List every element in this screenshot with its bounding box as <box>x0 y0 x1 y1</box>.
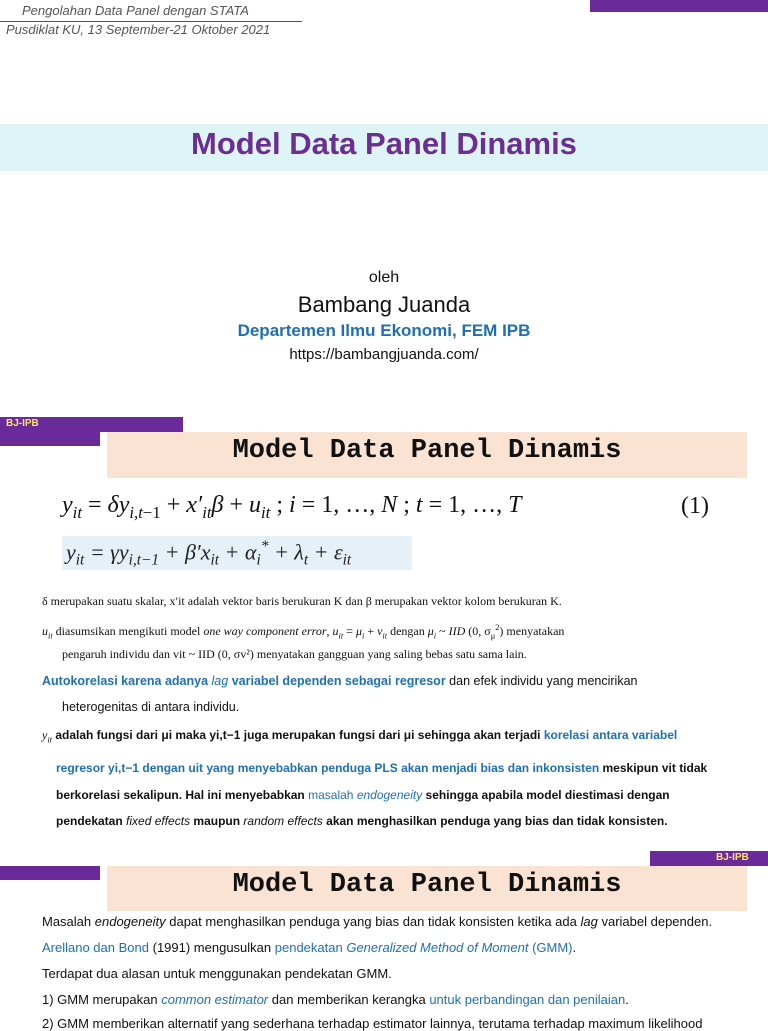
text-span: variabel dependen. <box>601 914 713 929</box>
text-span: endogeneity <box>94 914 166 929</box>
text-span: lag <box>211 674 229 688</box>
text-span: meskipun vit tidak <box>602 761 708 775</box>
text-span: endogeneity <box>356 788 423 802</box>
text-span: diasumsikan mengikuti model <box>55 624 201 638</box>
equation-number: (1) <box>681 493 709 519</box>
text-span: fixed effects <box>126 814 191 828</box>
slide2-title: Model Data Panel Dinamis <box>232 436 622 466</box>
paragraph-delta: δ merupakan suatu skalar, x′it adalah vektor baris berukuran K dan β merupakan vektor kolom berukuran K. <box>42 594 562 608</box>
text-span: dan memberikan kerangka <box>271 992 426 1007</box>
paragraph-autocorrelation <box>42 668 637 694</box>
text-span: berkorelasi sekalipun. Hal ini menyebabkan <box>56 788 305 802</box>
text-span: lag <box>580 914 598 929</box>
slide3-line-reason-1: 1) GMM merupakan common estimator dan memberikan kerangka untuk perbandingan dan penilaian. <box>42 992 629 1007</box>
paragraph-y-function: $y_{it}$ adalah fungsi dari μi maka yi,t−1 juga merupakan fungsi dari μi sehingga akan terjadi korelasi antara variabel <box>42 728 678 745</box>
text-span: random effects <box>243 814 323 828</box>
text-span: Generalized Method of Moment <box>346 940 529 955</box>
text-span: (GMM) <box>532 940 573 955</box>
text-span: untuk perbandingan dan penilaian <box>429 992 626 1007</box>
text-span: adalah fungsi dari μi maka yi,t−1 juga merupakan fungsi dari μi sehingga akan terjadi <box>55 728 541 742</box>
text-span: Arellano dan Bond <box>42 940 149 955</box>
author-name: Bambang Juanda <box>297 292 471 317</box>
text-span: variabel dependen sebagai regresor <box>231 674 446 688</box>
text-span: korelasi antara variabel <box>543 728 678 742</box>
paragraph-u-continued: pengaruh individu dan vit ~ IID (0, σv²) menyatakan gangguan yang saling bebas satu sama lain. <box>62 647 527 661</box>
slide3-title: Model Data Panel Dinamis <box>232 870 622 900</box>
text-span: pendekatan <box>56 814 123 828</box>
equation-2: $y_{it} = \gamma y_{i,t-1} + \beta'x_{it} + \alpha_i^* + \lambda_t + \varepsilon_{it}$ <box>66 538 352 569</box>
text-span: maupun <box>193 814 241 828</box>
slide3-tag: BJ-IPB <box>716 852 749 863</box>
top-accent-bar <box>590 0 768 12</box>
text-span: akan menghasilkan penduga yang bias dan tidak konsisten. <box>326 814 668 828</box>
slide2-accent-bar <box>0 432 100 446</box>
slide3-tag-bar <box>650 851 768 866</box>
header-course-date: Pusdiklat KU, 13 September-21 Oktober 2021 <box>6 22 271 37</box>
paragraph-fixed-random <box>56 808 668 834</box>
header-course-title: Pengolahan Data Panel dengan STATA <box>22 3 249 18</box>
text-span: pendekatan <box>274 940 343 955</box>
by-label: oleh <box>368 269 400 286</box>
slide3-line-reason-2: 2) GMM memberikan alternatif yang sederhana terhadap estimator lainnya, terutama terhadap maximum likelihood <box>42 1016 703 1031</box>
equation-1: $y_{it} = \delta y_{i,t-1} + x'_{it}\beta + u_{it}$ ; i = 1, …, N ; t = 1, …, T <box>62 492 522 522</box>
paragraph-u-assumption: $u_{it}$ diasumsikan mengikuti model one way component error, $u_{it} = \mu_i + v_{it}$ dengan $\mu_i$ ~ IID (0, $\sigma_\mu^2$) menyatakan <box>42 623 565 641</box>
slide2-tag: BJ-IPB <box>6 418 39 429</box>
slide1-title: Model Data Panel Dinamis <box>191 126 577 161</box>
website-link[interactable]: https://bambangjuanda.com/ <box>289 346 479 363</box>
paragraph-endogeneity <box>56 782 670 808</box>
paragraph-autocorrelation-continued: heterogenitas di antara individu. <box>62 700 240 714</box>
text-span: dapat menghasilkan penduga yang bias dan tidak konsisten ketika ada <box>169 914 577 929</box>
text-span: dan efek individu yang mencirikan <box>449 674 638 688</box>
slide3-accent-bar <box>0 866 100 880</box>
text-span: Autokorelasi karena adanya <box>42 674 209 688</box>
text-span: sehingga apabila model diestimasi dengan <box>425 788 670 802</box>
text-span: Masalah <box>42 914 92 929</box>
text-span: regresor yi,t−1 dengan uit yang menyebabkan penduga PLS akan menjadi bias dan inkonsisten <box>56 761 600 775</box>
slide3-line-endogeneity <box>42 914 712 929</box>
text-span: 1) GMM merupakan <box>42 992 158 1007</box>
text-span: common estimator <box>161 992 269 1007</box>
text-span: one way component error <box>203 624 327 638</box>
slide3-line-arellano: Arellano dan Bond (1991) mengusulkan pendekatan Generalized Method of Moment (GMM). <box>42 940 577 955</box>
text-span: (1991) mengusulkan <box>152 940 272 955</box>
paragraph-regressor <box>56 755 707 781</box>
slide3-line-reasons: Terdapat dua alasan untuk menggunakan pendekatan GMM. <box>42 966 392 981</box>
department: Departemen Ilmu Ekonomi, FEM IPB <box>237 321 531 340</box>
text-span: masalah <box>308 788 354 802</box>
